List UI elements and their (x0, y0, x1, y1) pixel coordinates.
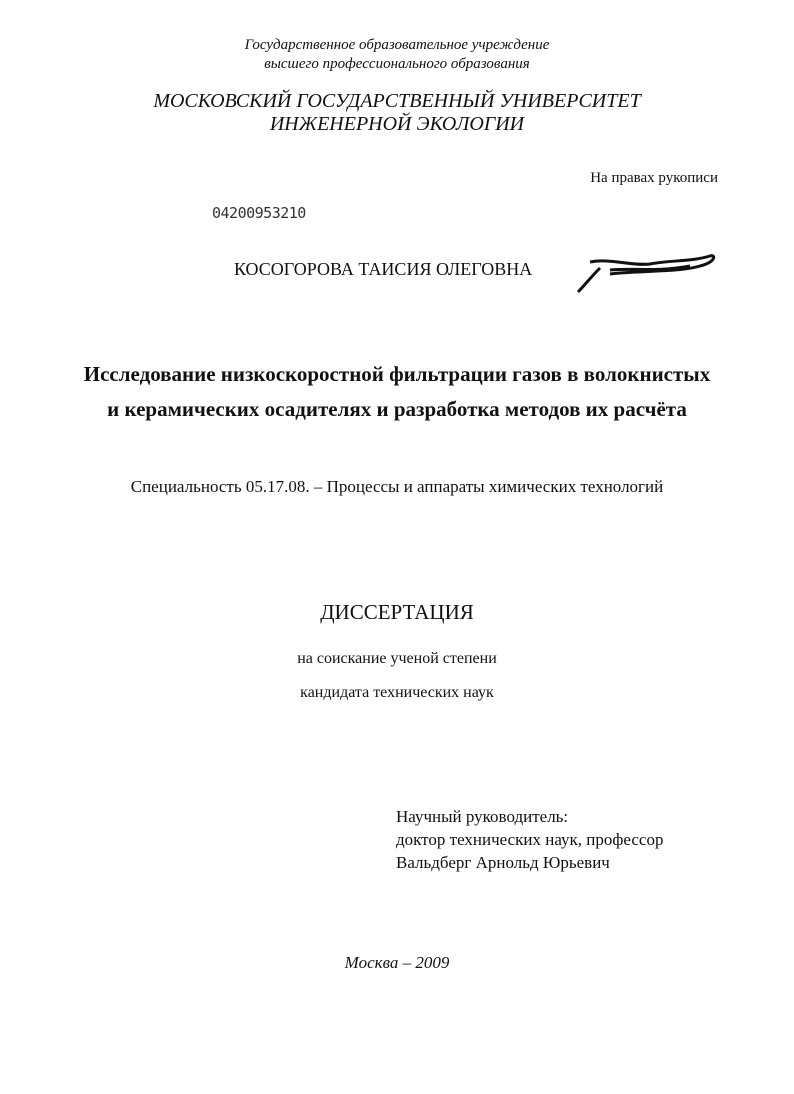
specialty: Специальность 05.17.08. – Процессы и аппараты химических технологий (130, 477, 664, 496)
university-line-2: ИНЖЕНЕРНОЙ ЭКОЛОГИИ (269, 113, 525, 135)
institution-line-1: Государственное образовательное учреждение (244, 37, 550, 53)
signature-icon (570, 248, 720, 296)
university-line-1: МОСКОВСКИЙ ГОСУДАРСТВЕННЫЙ УНИВЕРСИТЕТ (153, 90, 641, 112)
advisor-name: Вальдберг Арнольд Юрьевич (396, 853, 610, 872)
document-type: ДИССЕРТАЦИЯ (320, 600, 474, 624)
manuscript-note: На правах рукописи (590, 170, 718, 186)
degree-line-2: кандидата технических наук (300, 684, 494, 701)
catalog-number: 04200953210 (212, 204, 306, 222)
place-year: Москва – 2009 (344, 953, 450, 972)
author-name: КОСОГОРОВА ТАИСИЯ ОЛЕГОВНА (234, 259, 533, 279)
advisor-rank: доктор технических наук, профессор (396, 830, 664, 849)
degree-line-1: на соискание ученой степени (297, 650, 497, 667)
title-line-1: Исследование низкоскоростной фильтрации газов в волокнистых (83, 362, 711, 386)
advisor-label: Научный руководитель: (396, 807, 569, 826)
institution-line-2: высшего профессионального образования (264, 56, 530, 72)
title-line-2: и керамических осадителях и разработка методов их расчёта (107, 397, 687, 421)
